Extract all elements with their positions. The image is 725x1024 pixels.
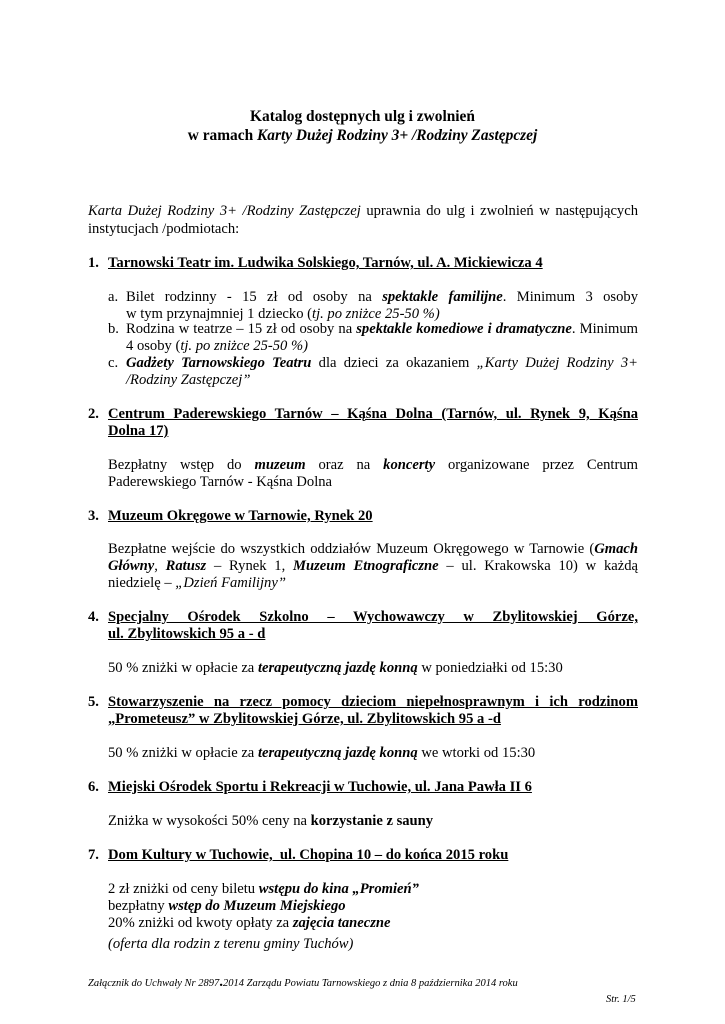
item-4-desc bbox=[108, 660, 563, 677]
intro-line1 bbox=[88, 203, 638, 220]
item-3-emph2: Główny bbox=[108, 558, 155, 574]
sub-c-emph: Gadżety Tarnowskiego Teatru bbox=[126, 355, 312, 371]
intro-line2: instytucjach /podmiotach: bbox=[88, 221, 240, 237]
sub-a-emph: spektakle familijne bbox=[382, 289, 503, 305]
document-title-line2 bbox=[0, 127, 725, 145]
item-2-title-line1: Centrum Paderewskiego Tarnów – Kąśna Dolna (Tarnów, ul. Rynek 9, Kąśna bbox=[108, 406, 638, 422]
item-7-note: (oferta dla rodzin z terenu gminy Tuchów) bbox=[108, 936, 354, 952]
title-prefix: w ramach bbox=[187, 127, 257, 144]
sub-a-line1 bbox=[126, 289, 638, 306]
item-7-title: Dom Kultury w Tuchowie, ul. Chopina 10 – do końca 2015 roku bbox=[108, 847, 509, 863]
item-3-text5: niedzielę – bbox=[108, 575, 176, 591]
sub-b-line2 bbox=[126, 338, 638, 355]
item-7-number: 7. bbox=[88, 847, 99, 863]
sub-b-text: Rodzina w teatrze – 15 zł od osoby na bbox=[126, 321, 357, 337]
item-7-emph3: zajęcia taneczne bbox=[292, 915, 391, 931]
item-6-text: Zniżka w wysokości 50% ceny na bbox=[108, 813, 311, 829]
footer-dot: . bbox=[219, 974, 223, 990]
title-italic: Karty Dużej Rodziny 3+ /Rodziny Zastępczej bbox=[257, 127, 538, 144]
sub-c-line1 bbox=[126, 355, 638, 372]
item-4-title-line1: Specjalny Ośrodek Szkolno – Wychowawczy w Zbylitowskiej Górze, bbox=[108, 609, 638, 625]
page-number: Str. 1/5 bbox=[606, 994, 636, 1005]
sub-a-text2: . Minimum 3 osoby bbox=[502, 289, 638, 305]
sub-a-note: tj. po zniżce 25-50 %) bbox=[312, 306, 440, 322]
item-7-text3: 20% zniżki od kwoty opłaty za bbox=[108, 915, 293, 931]
item-2-text3: organizowane przez Centrum bbox=[435, 457, 638, 473]
item-4-text2: w poniedziałki od 15:30 bbox=[417, 660, 563, 676]
sub-c-text: dla dzieci za okazaniem bbox=[311, 355, 477, 371]
sub-c-line2: /Rodziny Zastępczej” bbox=[126, 372, 251, 388]
item-3-emph4: Muzeum Etnograficzne bbox=[293, 558, 439, 574]
sub-a-text3: w tym przynajmniej 1 dziecko ( bbox=[126, 306, 313, 322]
item-4-number: 4. bbox=[88, 609, 99, 625]
item-2-title-line2: Dolna 17) bbox=[108, 423, 169, 439]
item-2-desc-line1 bbox=[108, 457, 638, 474]
document-title-line1: Katalog dostępnych ulg i zwolnień bbox=[250, 108, 475, 125]
item-4-emph: terapeutyczną jazdę konną bbox=[257, 660, 418, 676]
item-3-desc-line3 bbox=[108, 575, 286, 592]
footer-text-b: 2014 Zarządu Powiatu Tarnowskiego z dnia 8 października 2014 roku bbox=[223, 978, 518, 989]
sub-a-label: a. bbox=[108, 289, 119, 305]
item-3-desc-line1 bbox=[108, 541, 638, 558]
item-2-number: 2. bbox=[88, 406, 99, 422]
item-5-desc bbox=[108, 745, 535, 762]
item-2-emph2: koncerty bbox=[383, 457, 436, 473]
item-5-title-line1: Stowarzyszenie na rzecz pomocy dzieciom niepełnosprawnym i ich rodzinom bbox=[108, 694, 638, 710]
item-7-text2: bezpłatny bbox=[108, 898, 169, 914]
item-5-emph: terapeutyczną jazdę konną bbox=[257, 745, 418, 761]
item-5-number: 5. bbox=[88, 694, 99, 710]
sub-a-text: Bilet rodzinny - 15 zł od osoby na bbox=[126, 289, 383, 305]
sub-c-quote: „Karty Dużej Rodziny 3+ bbox=[476, 355, 638, 371]
item-3-emph1: Gmach bbox=[594, 541, 638, 557]
item-6-desc bbox=[108, 813, 433, 830]
item-4-title-line2: ul. Zbylitowskich 95 a - d bbox=[108, 626, 266, 642]
item-7-desc-line3 bbox=[108, 915, 391, 932]
sub-b-note: tj. po zniżce 25-50 %) bbox=[180, 338, 309, 354]
sub-b-text2: . Minimum bbox=[571, 321, 638, 337]
item-5-text: 50 % zniżki w opłacie za bbox=[108, 745, 258, 761]
item-3-text: Bezpłatne wejście do wszystkich oddziałów Muzeum Okręgowego w Tarnowie ( bbox=[108, 541, 595, 557]
sub-b-label: b. bbox=[108, 321, 119, 337]
item-2-text: Bezpłatny wstęp do bbox=[108, 457, 255, 473]
item-7-emph2: wstęp do Muzeum Miejskiego bbox=[168, 898, 346, 914]
footer-note bbox=[88, 974, 518, 992]
item-3-text2: , bbox=[154, 558, 166, 574]
item-3-quote: „Dzień Familijny” bbox=[175, 575, 286, 591]
item-1-number: 1. bbox=[88, 255, 99, 271]
sub-b-text3: 4 osoby ( bbox=[126, 338, 181, 354]
footer-text-a: Załącznik do Uchwały Nr 2897 bbox=[88, 978, 220, 989]
sub-b-line1 bbox=[126, 321, 638, 338]
item-3-text3: – Rynek 1, bbox=[206, 558, 294, 574]
item-2-emph1: muzeum bbox=[254, 457, 306, 473]
item-3-text4: – ul. Krakowska 10) w każdą bbox=[438, 558, 638, 574]
item-7-emph1: wstępu do kina „Promień” bbox=[258, 881, 419, 897]
item-2-desc-line2: Paderewskiego Tarnów - Kąśna Dolna bbox=[108, 474, 333, 490]
item-6-title: Miejski Ośrodek Sportu i Rekreacji w Tuchowie, ul. Jana Pawła II 6 bbox=[108, 779, 532, 795]
item-1-title: Tarnowski Teatr im. Ludwika Solskiego, Tarnów, ul. A. Mickiewicza 4 bbox=[108, 255, 543, 271]
item-7-text: 2 zł zniżki od ceny biletu bbox=[108, 881, 259, 897]
sub-c-label: c. bbox=[108, 355, 119, 371]
item-3-desc-line2 bbox=[108, 558, 638, 575]
intro-rest1: uprawnia do ulg i zwolnień w następujących bbox=[360, 203, 638, 219]
item-3-emph3: Ratusz bbox=[165, 558, 207, 574]
item-3-number: 3. bbox=[88, 508, 99, 524]
item-5-text2: we wtorki od 15:30 bbox=[417, 745, 536, 761]
item-6-number: 6. bbox=[88, 779, 99, 795]
item-2-text2: oraz na bbox=[305, 457, 384, 473]
item-7-desc-line1 bbox=[108, 881, 419, 898]
item-6-emph: korzystanie z sauny bbox=[310, 813, 434, 829]
item-5-title-line2: „Prometeusz” w Zbylitowskiej Górze, ul. Zbylitowskich 95 a -d bbox=[108, 711, 501, 727]
item-3-title: Muzeum Okręgowe w Tarnowie, Rynek 20 bbox=[108, 508, 373, 524]
intro-italic: Karta Dużej Rodziny 3+ /Rodziny Zastępczej bbox=[88, 203, 361, 219]
item-4-text: 50 % zniżki w opłacie za bbox=[108, 660, 258, 676]
sub-b-emph: spektakle komediowe i dramatyczne bbox=[356, 321, 572, 337]
item-7-desc-line2 bbox=[108, 898, 346, 915]
